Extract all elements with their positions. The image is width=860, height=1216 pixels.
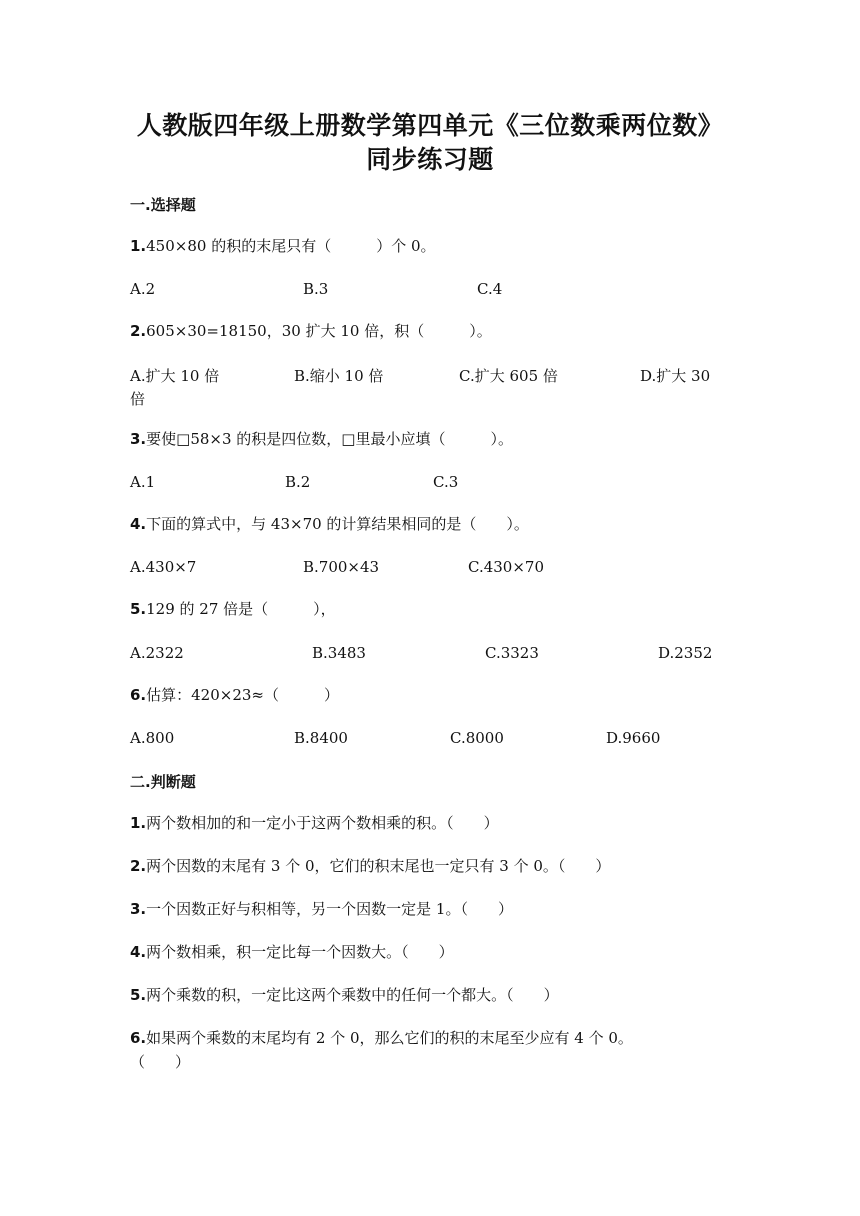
options-row-4 xyxy=(130,558,730,580)
question-5 xyxy=(130,597,730,621)
question-text: 605×30=18150，30 扩大 10 倍，积（ ）。 xyxy=(146,322,492,340)
option-a[interactable]: A.800 xyxy=(130,729,175,747)
option-b[interactable]: B.8400 xyxy=(294,729,348,747)
option-a[interactable]: A.1 xyxy=(130,473,156,491)
option-b[interactable]: B.3483 xyxy=(312,644,366,662)
question-4 xyxy=(130,512,730,536)
page-subtitle: 同步练习题 xyxy=(366,145,494,174)
section-heading-choice: 一.选择题 xyxy=(130,196,196,214)
question-text: 要使□58×3 的积是四位数，□里最小应填（ ）。 xyxy=(146,430,513,448)
section-heading-judgement: 二.判断题 xyxy=(130,773,196,791)
option-c[interactable]: C.4 xyxy=(477,280,503,298)
question-1 xyxy=(130,234,730,258)
option-c[interactable]: C.430×70 xyxy=(468,558,544,576)
question-text: 两个因数的末尾有 3 个 0，它们的积末尾也一定只有 3 个 0。（ ） xyxy=(146,857,611,875)
option-b[interactable]: B.3 xyxy=(303,280,329,298)
question-number: 6. xyxy=(130,686,147,704)
option-c[interactable]: C.3323 xyxy=(485,644,539,662)
option-d-wrap: 倍 xyxy=(130,390,146,408)
question-number: 2. xyxy=(130,322,147,340)
judgement-5 xyxy=(130,983,730,1007)
question-text: 两个数相加的和一定小于这两个数相乘的积。（ ） xyxy=(146,814,499,832)
option-d[interactable]: D.扩大 30 xyxy=(640,367,711,385)
option-a[interactable]: A.扩大 10 倍 xyxy=(130,367,220,385)
question-text: 450×80 的积的末尾只有（ ）个 0。 xyxy=(146,237,436,255)
option-a[interactable]: A.2322 xyxy=(130,644,184,662)
question-text: 两个数相乘，积一定比每一个因数大。（ ） xyxy=(146,943,454,961)
options-row-6 xyxy=(130,729,730,751)
question-number: 3. xyxy=(130,430,147,448)
judgement-1 xyxy=(130,811,730,835)
question-number: 1. xyxy=(130,814,147,832)
option-c[interactable]: C.3 xyxy=(433,473,459,491)
question-number: 6. xyxy=(130,1029,147,1047)
question-text: 一个因数正好与积相等，另一个因数一定是 1。（ ） xyxy=(146,900,513,918)
question-number: 1. xyxy=(130,237,147,255)
question-number: 5. xyxy=(130,600,147,618)
option-c[interactable]: C.8000 xyxy=(450,729,504,747)
option-d[interactable]: D.2352 xyxy=(658,644,713,662)
question-text: 两个乘数的积，一定比这两个乘数中的任何一个都大。（ ） xyxy=(146,986,559,1004)
options-row-2 xyxy=(130,365,730,408)
judgement-4 xyxy=(130,940,730,964)
option-c[interactable]: C.扩大 605 倍 xyxy=(459,367,558,385)
question-text: 下面的算式中，与 43×70 的计算结果相同的是（ ）。 xyxy=(146,515,529,533)
judgement-3 xyxy=(130,897,730,921)
option-b[interactable]: B.700×43 xyxy=(303,558,380,576)
option-d[interactable]: D.9660 xyxy=(606,729,661,747)
question-2 xyxy=(130,319,730,343)
question-number: 3. xyxy=(130,900,147,918)
question-text: 如果两个乘数的末尾均有 2 个 0，那么它们的积的末尾至少应有 4 个 0。 xyxy=(146,1029,633,1047)
judgement-6 xyxy=(130,1026,730,1050)
judgement-6-blank: （ ） xyxy=(130,1053,191,1071)
options-row-1 xyxy=(130,280,730,302)
option-b[interactable]: B.2 xyxy=(285,473,311,491)
question-number: 4. xyxy=(130,515,147,533)
question-6 xyxy=(130,683,730,707)
page-title: 人教版四年级上册数学第四单元《三位数乘两位数》 xyxy=(136,111,724,140)
option-a[interactable]: A.2 xyxy=(130,280,156,298)
question-3 xyxy=(130,427,730,451)
option-b[interactable]: B.缩小 10 倍 xyxy=(294,367,384,385)
question-text: 129 的 27 倍是（ ）， xyxy=(146,600,336,618)
option-a[interactable]: A.430×7 xyxy=(130,558,197,576)
options-row-5 xyxy=(130,644,730,666)
question-text: 估算：420×23≈（ ） xyxy=(146,686,339,704)
question-number: 2. xyxy=(130,857,147,875)
question-number: 4. xyxy=(130,943,147,961)
question-number: 5. xyxy=(130,986,147,1004)
judgement-2 xyxy=(130,854,730,878)
options-row-3 xyxy=(130,473,730,495)
